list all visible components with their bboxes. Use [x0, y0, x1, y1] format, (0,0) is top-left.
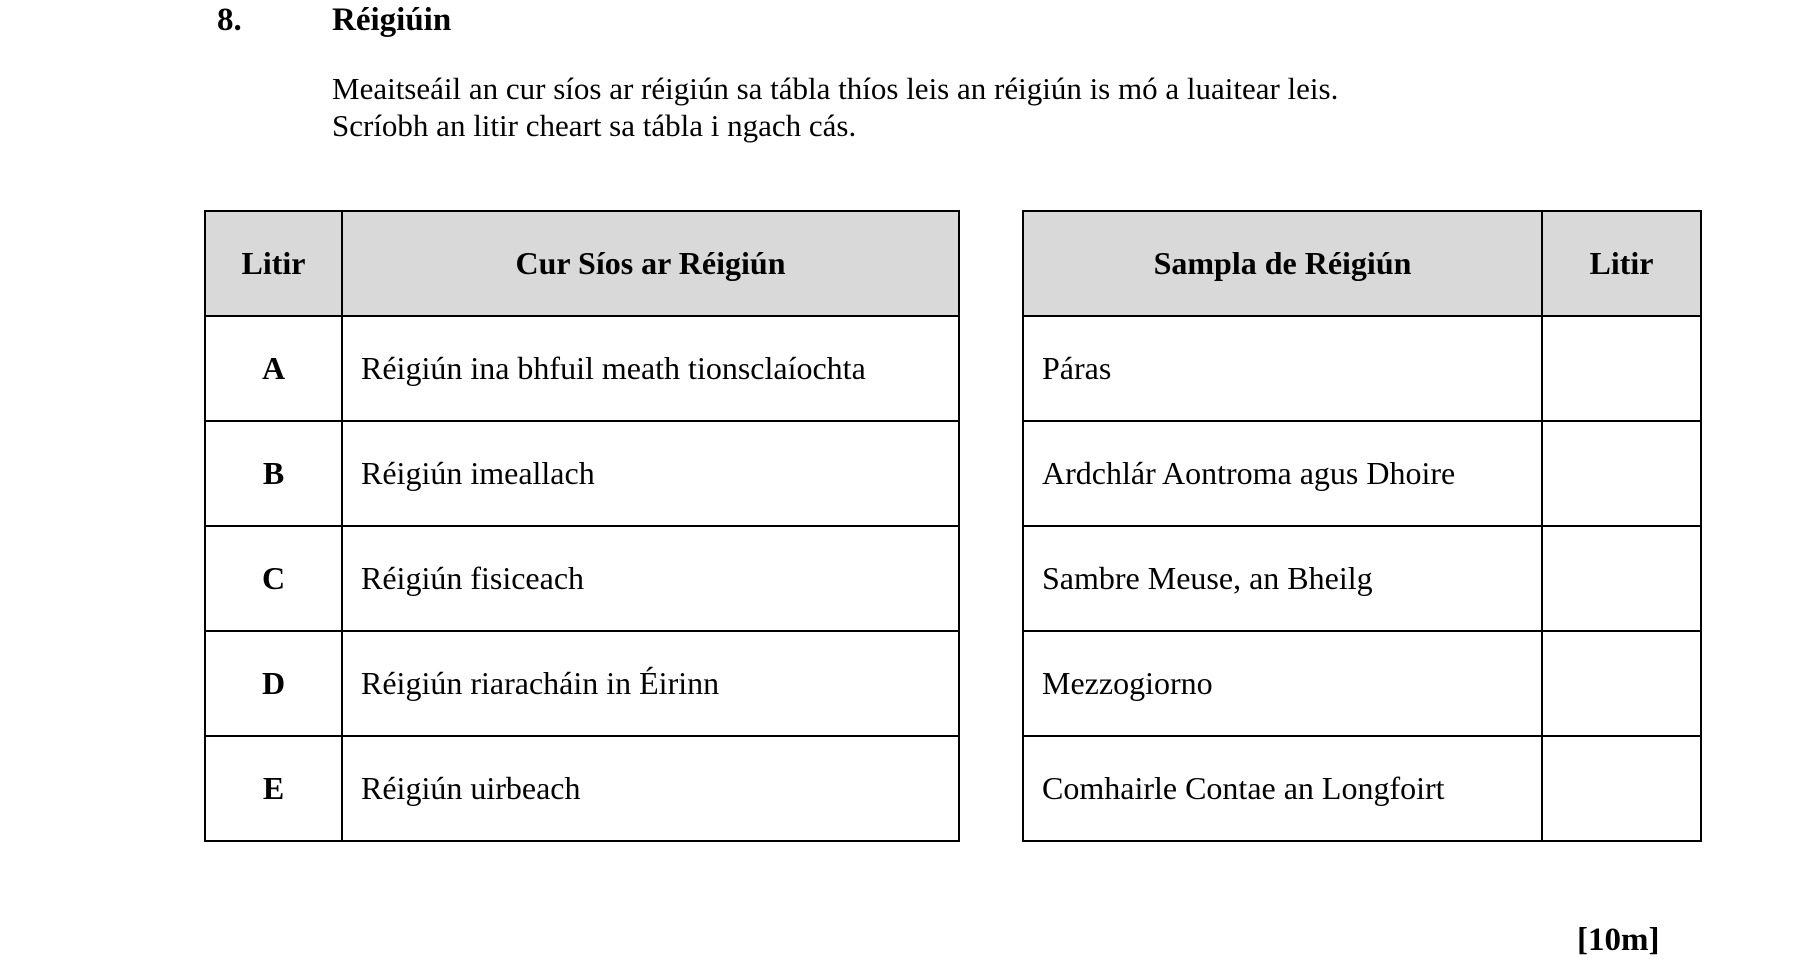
table-row — [205, 316, 959, 421]
answer-cell[interactable] — [1542, 631, 1701, 736]
sample-cell: Páras — [1023, 316, 1542, 421]
header-litir: Litir — [205, 211, 342, 316]
description-cell: Réigiún riaracháin in Éirinn — [342, 631, 959, 736]
instruction-line-2: Scríobh an litir cheart sa tábla i ngach cás. — [332, 108, 857, 143]
table-header-row — [1023, 211, 1701, 316]
letter-cell: A — [205, 316, 342, 421]
marks-label: [10m] — [1577, 922, 1660, 958]
question-instructions — [332, 70, 1338, 144]
table-row — [205, 631, 959, 736]
sample-cell: Sambre Meuse, an Bheilg — [1023, 526, 1542, 631]
table-row — [1023, 421, 1701, 526]
sample-cell: Ardchlár Aontroma agus Dhoire — [1023, 421, 1542, 526]
table-row — [205, 736, 959, 841]
question-number: 8. — [217, 2, 242, 38]
letter-cell: C — [205, 526, 342, 631]
sample-cell: Comhairle Contae an Longfoirt — [1023, 736, 1542, 841]
description-cell: Réigiún uirbeach — [342, 736, 959, 841]
table-row — [1023, 631, 1701, 736]
answer-cell[interactable] — [1542, 421, 1701, 526]
description-cell: Réigiún ina bhfuil meath tionsclaíochta — [342, 316, 959, 421]
table-row — [205, 421, 959, 526]
table-row — [1023, 526, 1701, 631]
answer-cell[interactable] — [1542, 316, 1701, 421]
instruction-line-1: Meaitseáil an cur síos ar réigiún sa tábla thíos leis an réigiún is mó a luaitear leis. — [332, 71, 1339, 106]
table-row — [1023, 316, 1701, 421]
letter-cell: E — [205, 736, 342, 841]
header-sampla-de-reigiun: Sampla de Réigiún — [1023, 211, 1542, 316]
region-descriptions-table — [204, 210, 960, 842]
answer-cell[interactable] — [1542, 736, 1701, 841]
header-litir: Litir — [1542, 211, 1701, 316]
table-header-row — [205, 211, 959, 316]
letter-cell: B — [205, 421, 342, 526]
table-row — [205, 526, 959, 631]
description-cell: Réigiún imeallach — [342, 421, 959, 526]
letter-cell: D — [205, 631, 342, 736]
description-cell: Réigiún fisiceach — [342, 526, 959, 631]
region-samples-table — [1022, 210, 1702, 842]
sample-cell: Mezzogiorno — [1023, 631, 1542, 736]
table-row — [1023, 736, 1701, 841]
answer-cell[interactable] — [1542, 526, 1701, 631]
question-title: Réigiúin — [332, 2, 452, 38]
header-cur-sios-ar-reigiun: Cur Síos ar Réigiún — [342, 211, 959, 316]
